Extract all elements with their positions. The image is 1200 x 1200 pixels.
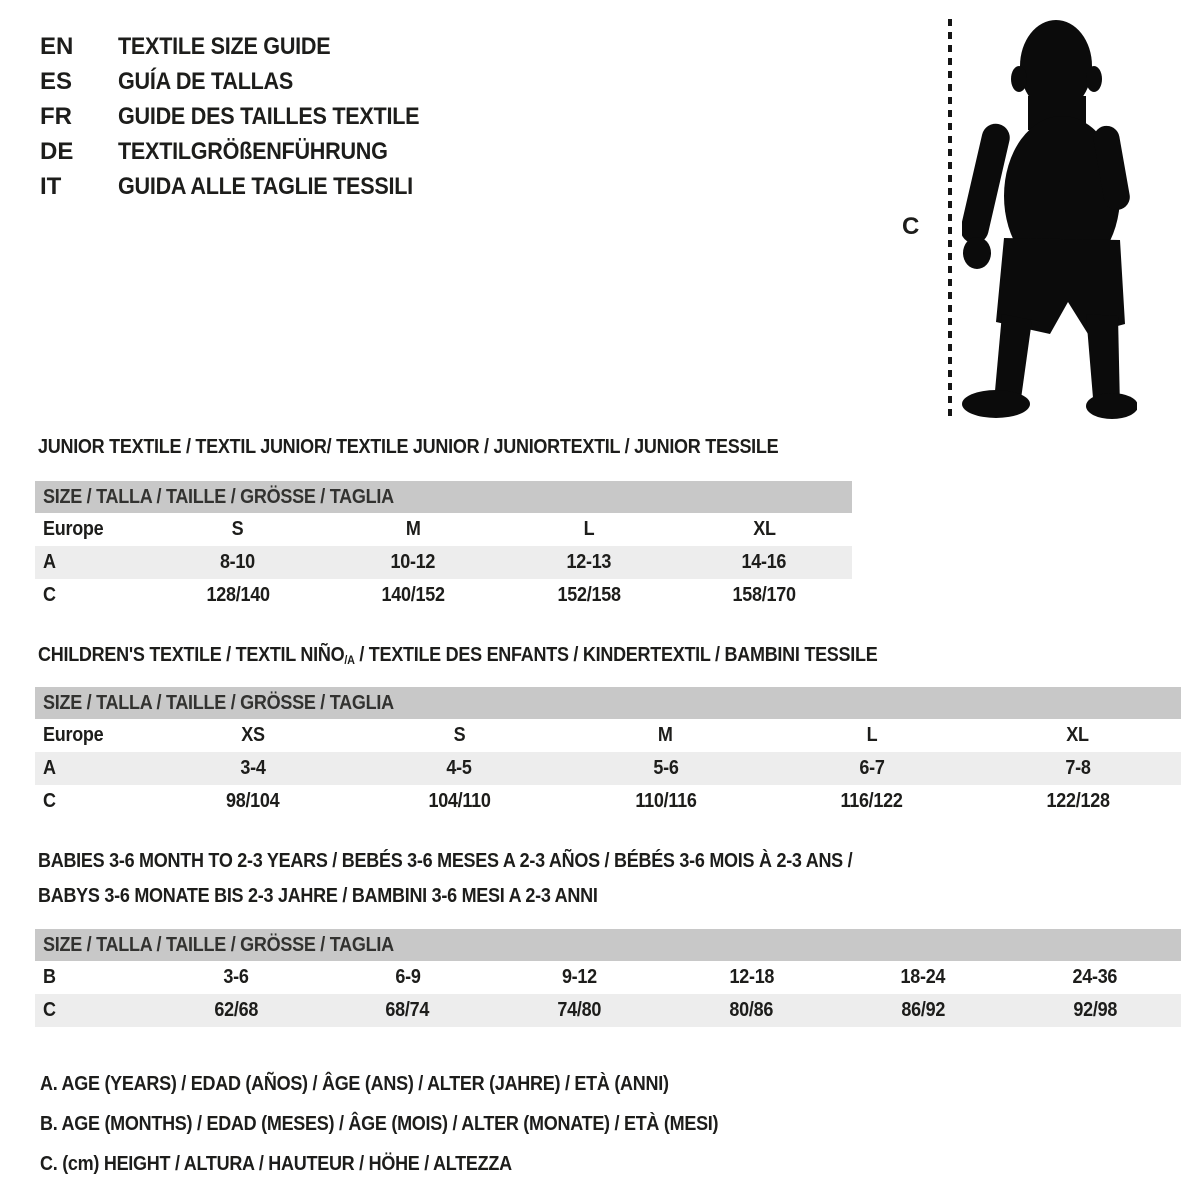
row-label: Europe bbox=[43, 518, 104, 540]
row-label: B bbox=[43, 966, 56, 988]
row-label: A bbox=[43, 757, 56, 779]
lang-code: EN bbox=[40, 32, 74, 60]
table-cell: 122/128 bbox=[1046, 790, 1110, 812]
lang-title: GUIDE DES TAILLES TEXTILE bbox=[118, 102, 420, 130]
table-cell: 4-5 bbox=[446, 757, 472, 779]
table-cell: L bbox=[583, 518, 595, 540]
table-cell: 74/80 bbox=[557, 999, 602, 1021]
table-cell: 6-7 bbox=[859, 757, 885, 779]
row-label: C bbox=[43, 584, 56, 606]
row-label: A bbox=[43, 551, 56, 573]
table-cell: L bbox=[866, 724, 878, 746]
lang-title: GUÍA DE TALLAS bbox=[118, 67, 294, 95]
table-cell: 104/110 bbox=[428, 790, 491, 812]
table-cell: 80/86 bbox=[729, 999, 774, 1021]
table-cell: 68/74 bbox=[385, 999, 430, 1021]
lang-row-de bbox=[40, 134, 453, 169]
data-row-A bbox=[35, 752, 1181, 785]
height-dashed-line bbox=[948, 19, 952, 417]
lang-row-en bbox=[40, 29, 453, 64]
lang-row-fr bbox=[40, 99, 453, 134]
babies-size-bar bbox=[35, 929, 1181, 961]
table-cell: 152/158 bbox=[557, 584, 621, 606]
table-cell: 6-9 bbox=[395, 966, 421, 988]
babies-heading-line1: BABIES 3-6 MONTH TO 2-3 YEARS / BEBÉS 3-6 MESES A 2-3 AÑOS / BÉBÉS 3-6 MOIS À 2-3 ANS / bbox=[38, 850, 853, 872]
row-label: Europe bbox=[43, 724, 104, 746]
data-row-C bbox=[35, 785, 1181, 818]
size-header-row bbox=[35, 513, 852, 546]
table-cell: 92/98 bbox=[1073, 999, 1117, 1021]
table-cell: 7-8 bbox=[1065, 757, 1091, 779]
table-cell: 24-36 bbox=[1072, 966, 1118, 988]
table-cell: 158/170 bbox=[732, 584, 796, 606]
toddler-silhouette-icon bbox=[962, 16, 1137, 420]
table-cell: 86/92 bbox=[901, 999, 946, 1021]
legend-line-c: C. (cm) HEIGHT / ALTURA / HAUTEUR / HÖHE / ALTEZZA bbox=[40, 1152, 512, 1175]
table-cell: 62/68 bbox=[214, 999, 258, 1021]
table-cell: 5-6 bbox=[652, 757, 679, 779]
junior-section-heading bbox=[38, 432, 861, 462]
table-cell: M bbox=[405, 518, 421, 540]
row-label: C bbox=[43, 999, 56, 1021]
data-row-B bbox=[35, 961, 1181, 994]
table-cell: 12-18 bbox=[729, 966, 774, 988]
children-section-heading bbox=[38, 640, 971, 675]
children-heading-post: / TEXTILE DES ENFANTS / KINDERTEXTIL / BAMBINI TESSILE bbox=[354, 644, 878, 666]
language-title-block bbox=[40, 29, 453, 204]
data-row-A bbox=[35, 546, 852, 579]
size-bar-text: SIZE / TALLA / TAILLE / GRÖSSE / TAGLIA bbox=[43, 486, 394, 508]
junior-size-table bbox=[35, 513, 852, 612]
size-bar-text: SIZE / TALLA / TAILLE / GRÖSSE / TAGLIA bbox=[43, 692, 394, 714]
data-row-C bbox=[35, 579, 852, 612]
lang-title: GUIDA ALLE TAGLIE TESSILI bbox=[118, 172, 413, 200]
table-cell: S bbox=[231, 518, 244, 540]
lang-title: TEXTILE SIZE GUIDE bbox=[118, 32, 331, 60]
table-cell: 110/116 bbox=[634, 790, 697, 812]
table-cell: 98/104 bbox=[226, 790, 280, 812]
size-bar-text: SIZE / TALLA / TAILLE / GRÖSSE / TAGLIA bbox=[43, 934, 394, 956]
children-heading-pre: CHILDREN'S TEXTILE / TEXTIL NIÑO bbox=[38, 644, 345, 666]
height-measure-label: C bbox=[902, 213, 920, 240]
table-cell: 10-12 bbox=[390, 551, 436, 573]
lang-code: ES bbox=[40, 67, 73, 95]
table-cell: XS bbox=[241, 724, 265, 746]
size-header-row bbox=[35, 719, 1181, 752]
table-cell: 18-24 bbox=[900, 966, 946, 988]
junior-size-bar bbox=[35, 481, 852, 513]
lang-row-es bbox=[40, 64, 453, 99]
table-cell: 8-10 bbox=[220, 551, 256, 573]
children-heading-sub: /A bbox=[344, 653, 355, 667]
table-cell: XL bbox=[1066, 724, 1090, 746]
children-size-bar bbox=[35, 687, 1181, 719]
row-label: C bbox=[43, 790, 56, 812]
children-size-table bbox=[35, 719, 1181, 818]
legend-line-b: B. AGE (MONTHS) / EDAD (MESES) / ÂGE (MOIS) / ALTER (MONATE) / ETÀ (MESI) bbox=[40, 1112, 719, 1135]
junior-heading-text: JUNIOR TEXTILE / TEXTIL JUNIOR/ TEXTILE JUNIOR / JUNIORTEXTIL / JUNIOR TESSILE bbox=[38, 436, 779, 458]
lang-row-it bbox=[40, 169, 453, 204]
lang-code: FR bbox=[40, 102, 72, 130]
table-cell: 12-13 bbox=[566, 551, 612, 573]
babies-section-heading bbox=[38, 846, 943, 911]
babies-size-table bbox=[35, 961, 1181, 1027]
table-cell: S bbox=[453, 724, 466, 746]
legend-block bbox=[40, 1064, 794, 1184]
table-cell: 3-6 bbox=[223, 966, 249, 988]
table-cell: 14-16 bbox=[741, 551, 787, 573]
lang-code: IT bbox=[40, 172, 62, 200]
table-cell: 140/152 bbox=[381, 584, 445, 606]
table-cell: 9-12 bbox=[562, 966, 598, 988]
table-cell: 3-4 bbox=[240, 757, 266, 779]
table-cell: XL bbox=[753, 518, 776, 540]
data-row-C bbox=[35, 994, 1181, 1027]
lang-title: TEXTILGRÖßENFÜHRUNG bbox=[118, 137, 388, 165]
table-cell: 128/140 bbox=[206, 584, 270, 606]
legend-line-a: A. AGE (YEARS) / EDAD (AÑOS) / ÂGE (ANS) / ALTER (JAHRE) / ETÀ (ANNI) bbox=[40, 1072, 669, 1095]
table-cell: M bbox=[658, 724, 673, 746]
babies-heading-line2: BABYS 3-6 MONATE BIS 2-3 JAHRE / BAMBINI 3-6 MESI A 2-3 ANNI bbox=[38, 885, 598, 907]
lang-code: DE bbox=[40, 137, 74, 165]
table-cell: 116/122 bbox=[840, 790, 903, 812]
